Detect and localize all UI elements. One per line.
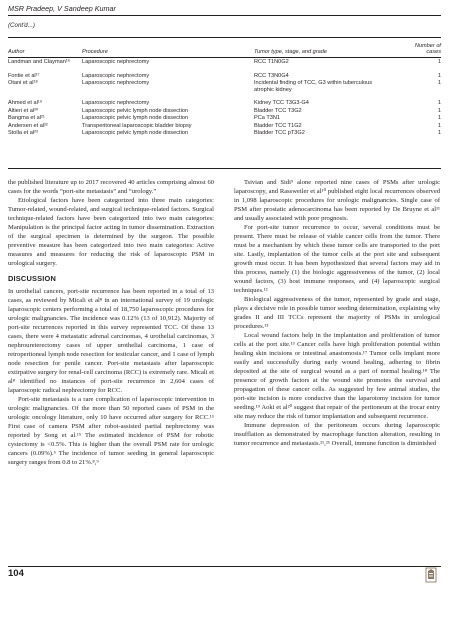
table-row xyxy=(8,59,441,73)
cell-tumor: Kidney TCC T3G3-G4 xyxy=(254,100,309,106)
col-header-tumor: Tumor type, stage, and grade xyxy=(254,49,327,55)
cell-author: Stolla et al²³ xyxy=(8,130,38,136)
cell-procedure: Laparoscopic pelvic lymph node dissection xyxy=(82,115,189,121)
cell-tumor: Bladder TCC T1G2 xyxy=(254,122,302,129)
cell-cases: 1 xyxy=(437,59,441,65)
cell-author: Ahmed et al¹⁹ xyxy=(8,100,43,106)
cell-tumor: RCC T3N0G4 xyxy=(254,72,289,79)
table-row xyxy=(8,108,441,116)
cell-tumor: Incidental finding of TCC, G3 within tuberculous atrophic kidney xyxy=(254,80,373,93)
table-header xyxy=(8,40,441,56)
right-column xyxy=(234,178,440,448)
footer-rule xyxy=(8,566,441,567)
cell-cases: 1 xyxy=(437,107,441,114)
paragraph: In urothelial cancers, port-site recurrence has been reported in a total of 13 cases, as reviewed by Micali et al⁸ in an international survey of 19 urologic laparoscopic centers performing a total of 18,750 laparoscopic procedures for urologic malignancies. The incidence was 0.12% (13 of 10,912). Majority of port-site recurrences reported in this survey represented TCC. Of these 13 cases, there were 4 metastatic adrenal carcinomas, 4 urothelial carcinomas, 3 nephroureterectomy cases of upper urothelial carcinoma, 1 case of retroperitoneal lymph node resection for testicular cancer, and 1 case of lymph node resection for penile cancer. Port-site metastasis after laparoscopic extirpative surgery for renal-cell carcinoma (RCC) is extremely rare. Micali et al⁸ identified no instances of port-site recurrence in 2,604 cases of laparoscopic radical nephrectomy for RCC. xyxy=(8,288,214,394)
table-row xyxy=(8,123,441,131)
table-bottom-rule xyxy=(8,168,441,169)
table-continuation-label: (Cont'd...) xyxy=(8,22,35,29)
paragraph: Tsivian and Sidi⁹ alone reported nine cases of PSMs after urologic laparoscopy, and Rassweiler et al¹⁰ published eight local recurrences observed in 1,098 laparoscopic procedures for urologic malignancies. Single case of PSM after prostatic adenocarcinoma has been reported by De Bruyne et al¹¹ and usually associated with poor prognosis. xyxy=(234,179,440,222)
cell-cases: 1 xyxy=(437,72,441,79)
paragraph: Etiological factors have been categorized into three main categories: Tumor-related, wound-related, and surgical technique-related factors. Surgical technique-related factors have been categorized into two main categories: Manipulation is the principal factor acting in tumor dissemination. Extraction of the surgical specimen is determined by the surgeon. The possible preventive measure has been categorized into two main categories: Active measures and measures for reducing the risk of laparoscopic PSM in urological surgery. xyxy=(8,197,214,267)
table-header-rule xyxy=(8,57,441,58)
cell-procedure: Laparoscopic pelvic lymph node dissection xyxy=(82,107,189,114)
header-rule xyxy=(8,15,441,16)
table-row xyxy=(8,100,441,108)
cell-tumor: RCC T1N0G2 xyxy=(254,59,289,65)
cell-tumor: PCa T3N1 xyxy=(254,115,281,121)
cell-author: Landman and Clayman¹⁶ xyxy=(8,59,71,65)
data-table xyxy=(8,40,441,138)
cell-author: Otani et al¹⁸ xyxy=(8,80,38,86)
cell-tumor: Bladder TCC T3G2 xyxy=(254,107,302,114)
paragraph: For port-site tumor recurrence to occur, several conditions must be present. There must be release of viable cancer cells from the tumor. There must be a mechanism by which these tumor cells are transported to the port site. Lastly, implantation of the tumor cells at the port site and subsequent growth must occur. It has been hypothesized that several factors may aid in this process, namely (1) the biologic aggressiveness of the tumor, (2) local wound factors, (3) host immune responses, and (4) laparoscopic surgical techniques.¹² xyxy=(234,224,440,294)
table-body xyxy=(8,59,441,138)
cell-cases: 1 xyxy=(437,122,441,129)
cell-cases: 1 xyxy=(437,80,441,86)
publisher-logo-icon xyxy=(423,565,439,585)
section-heading: DISCUSSION xyxy=(8,274,56,283)
table-row xyxy=(8,130,441,138)
cell-author: Altieri et al²⁰ xyxy=(8,107,39,114)
paragraph: the published literature up to 2017 recovered 40 articles comprising almost 60 cases for the words “port-site metastasis” and “urology.” xyxy=(8,179,214,195)
table-row xyxy=(8,73,441,81)
cell-cases: 1 xyxy=(437,115,441,121)
cell-author: Fontie et al¹⁷ xyxy=(8,72,40,79)
cell-cases: 1 xyxy=(437,100,441,106)
cell-procedure: Laparoscopic nephrectomy xyxy=(82,100,150,106)
cell-procedure: Transperitoneal laparoscopic bladder biopsy xyxy=(82,122,192,129)
cell-tumor: Bladder TCC pT3G2 xyxy=(254,130,305,136)
running-header: MSR Pradeep, V Sandeep Kumar xyxy=(8,4,116,13)
table-row xyxy=(8,115,441,123)
cell-procedure: Laparoscopic nephrectomy xyxy=(82,80,150,86)
paragraph: Biological aggressiveness of the tumor, represented by grade and stage, plays a decisive role in possible tumor seeding determination, explaining why grades II and III TCCs represent the majority of PSMs in urological procedures.¹³ xyxy=(234,296,440,330)
page-number: 104 xyxy=(8,568,24,579)
left-column xyxy=(8,178,214,467)
col-header-cases: Number of cases xyxy=(414,43,441,55)
paragraph: Immune depression of the peritoneum occurs during laparoscopic insufflation as demonstrated by macrophage function alteration, resulting in tumor recurrence and metastasis.²¹,²⁵ Overall, immune function is diminished xyxy=(234,422,440,447)
paragraph: Port-site metastasis is a rare complication of laparoscopic intervention in urologic malignancies. Of the more than 50 reported cases of PSM in the urologic oncology literature, only 10 have occurred after surgery for RCC.¹⁵ First case of camera PSM after robot-assisted partial nephrectomy was reported by Song et al.¹⁵ The estimated incidence of PSM for robotic cystectomy is <0.5%. This is higher than the overall PSM rate for urologic cancers (0.09%).⁵ The incidence of tumor seeding in general laparoscopic surgery ranges from 0.8 to 21%.⁸,⁹ xyxy=(8,396,214,466)
cell-author: Bangma et al²¹ xyxy=(8,115,45,121)
col-header-procedure: Procedure xyxy=(82,49,108,55)
cell-cases: 1 xyxy=(437,130,441,136)
table-top-rule xyxy=(8,37,441,38)
cell-procedure: Laparoscopic pelvic lymph node dissection xyxy=(82,130,189,136)
col-header-author: Author xyxy=(8,49,25,55)
paragraph: Local wound factors help in the implantation and proliferation of tumor cells at the port site.¹³ Cancer cells have high proliferation potential within healing skin incisions or intestinal anastomosis.¹⁷ Tumor cells implant more easily and successfully during early wound healing, adhering to fibrin deposited at the site of surgical wound as a part of normal healing.¹⁸ The presence of growth factors at the wound site promotes the survival and propagation of these cancer cells. As suggested by few animal studies, the port-site incision is more conducive than the laparotomy incision for tumor seeding.¹⁹ Aoki et al²⁰ suggest that repair of the peritoneum at the trocar entry site may reduce the risk of tumor implantation and subsequent recurrence. xyxy=(234,332,440,420)
cell-procedure: Laparoscopic nephrectomy xyxy=(82,59,150,65)
cell-author: Andersen et al²² xyxy=(8,122,48,129)
table-row xyxy=(8,80,441,100)
cell-procedure: Laparoscopic nephrectomy xyxy=(82,72,150,79)
